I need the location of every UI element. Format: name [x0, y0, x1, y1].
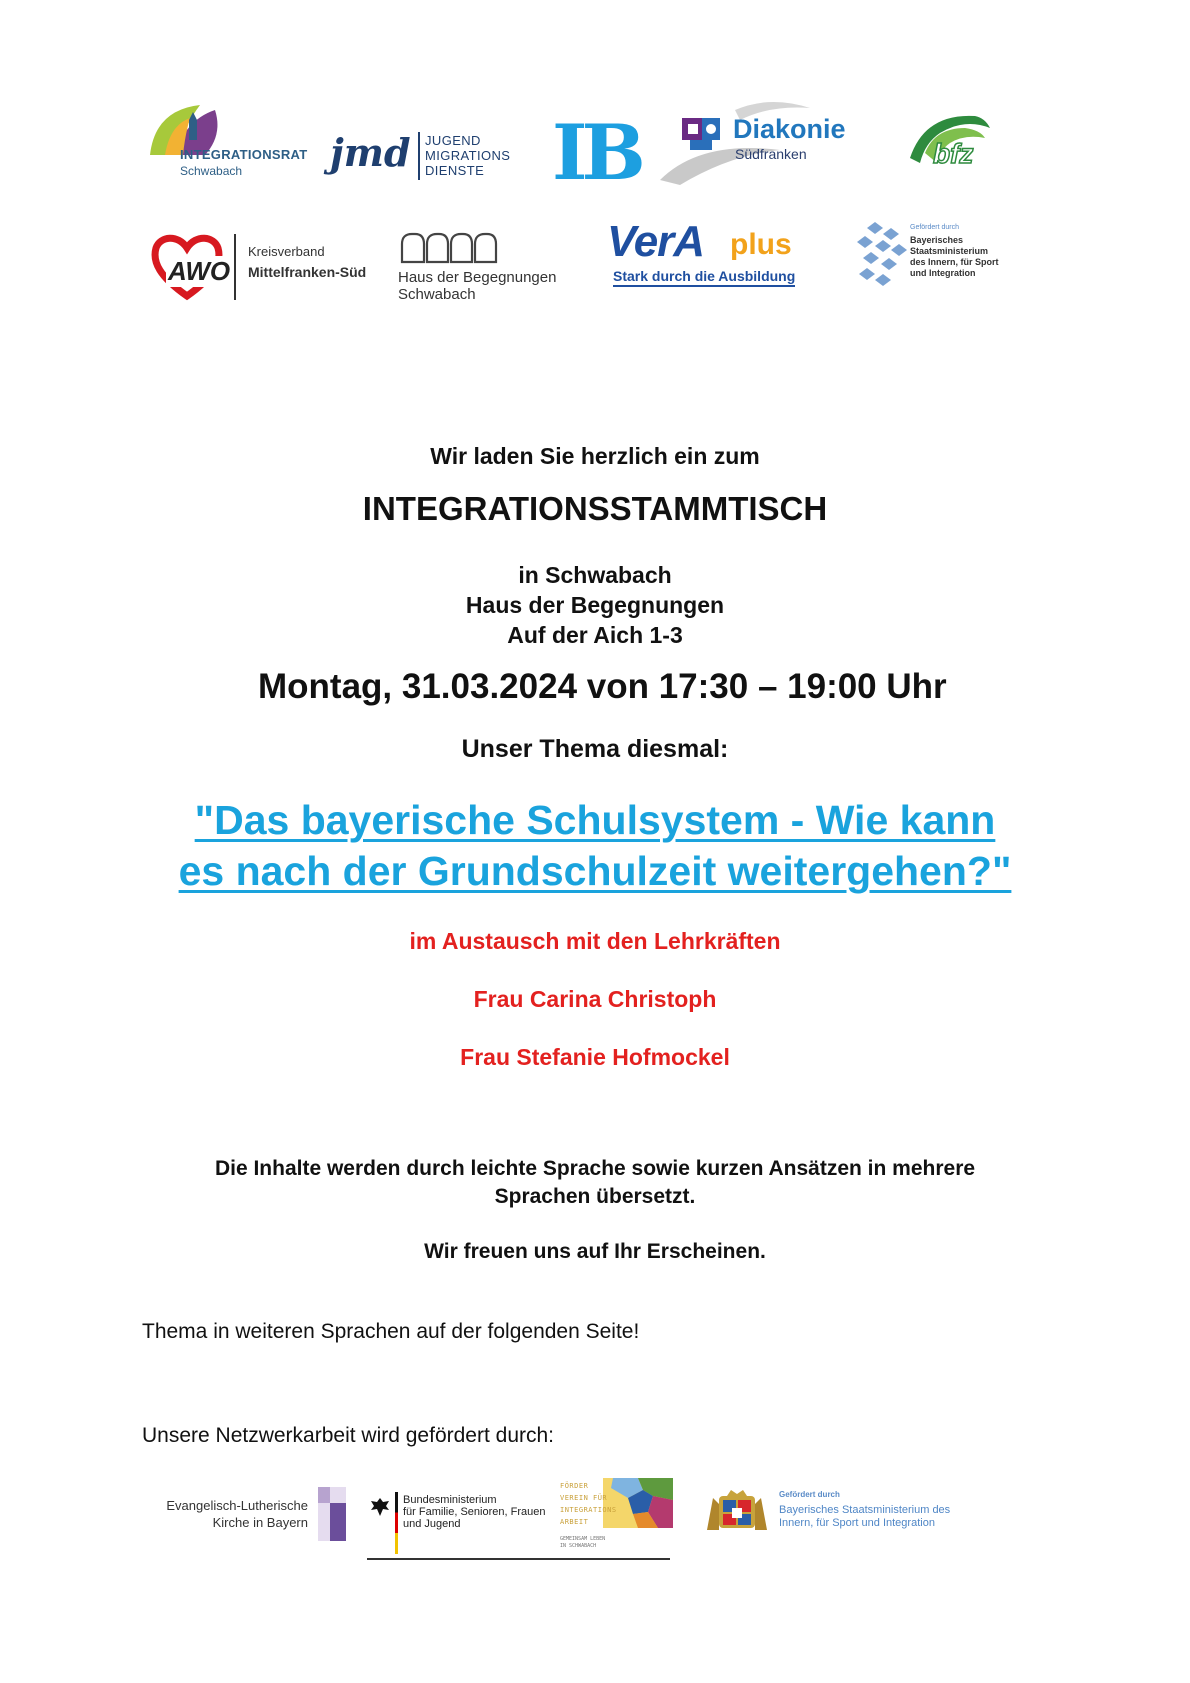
event-datetime: Montag, 31.03.2024 von 17:30 – 19:00 Uhr — [258, 667, 947, 706]
language-info — [0, 1155, 1190, 1211]
logo-bayern-stmi — [705, 1488, 985, 1538]
elk-cross-icon — [318, 1487, 348, 1543]
thanks-text: Wir freuen uns auf Ihr Erscheinen. — [424, 1240, 766, 1263]
fv-line4: ARBEIT — [560, 1518, 589, 1526]
bayern-line2: Innern, für Sport und Integration — [779, 1517, 935, 1529]
stmi-line3: des Innern, für Sport — [910, 257, 999, 267]
elk-line2: Kirche in Bayern — [212, 1515, 308, 1530]
hdb-line2: Schwabach — [398, 286, 476, 303]
fv-line5: GEMEINSAM LEBEN — [560, 1536, 606, 1542]
logo-bmfsfj — [367, 1490, 552, 1560]
hdb-line1: Haus der Begegnungen — [398, 269, 557, 286]
bavarian-coat-of-arms-icon — [705, 1490, 769, 1532]
logo-jmd — [330, 128, 520, 188]
logo-awo — [150, 232, 370, 304]
topic-line-2[interactable]: es nach der Grundschulzeit weitergehen?" — [178, 848, 1012, 894]
logo-ib — [552, 108, 642, 197]
bavarian-lozenge-icon — [855, 220, 911, 290]
vera-name: VerA — [607, 217, 705, 266]
fv-line6: IN SCHWABACH — [560, 1543, 597, 1549]
ib-mark: IB — [552, 108, 640, 197]
logo-integrationsrat — [145, 100, 308, 185]
bmfsfj-line2: für Familie, Senioren, Frauen — [403, 1506, 546, 1518]
stmi-line0: Gefördert durch — [910, 224, 960, 231]
more-languages-note: Thema in weiteren Sprachen auf der folgenden Seite! — [142, 1320, 640, 1343]
logo-haus-der-begegnungen — [398, 230, 578, 305]
bayern-line0: Gefördert durch — [779, 1490, 840, 1499]
logo-elk — [150, 1485, 350, 1545]
stmi-line2: Staatsministerium — [910, 246, 989, 256]
jmd-mark: jmd — [330, 130, 411, 175]
logo-diakonie — [660, 100, 860, 185]
vera-tagline: Stark durch die Ausbildung — [613, 268, 795, 287]
jmd-line1: JUGEND — [425, 133, 481, 148]
topic-title[interactable] — [0, 795, 1190, 897]
location-line-1: in Schwabach — [518, 562, 672, 588]
logo-veraplus — [605, 215, 815, 295]
vera-plus: plus — [730, 228, 792, 261]
invitation-intro: Wir laden Sie herzlich ein zum — [430, 443, 760, 469]
jmd-divider — [418, 132, 420, 180]
elk-line1: Evangelisch-Lutherische — [166, 1498, 308, 1513]
bmfsfj-line1: Bundesministerium — [403, 1494, 497, 1506]
federal-eagle-icon — [369, 1496, 391, 1518]
stmi-line4: und Integration — [910, 268, 976, 278]
topic-line-1[interactable]: "Das bayerische Schulsystem - Wie kann — [194, 797, 996, 843]
fv-line3: INTEGRATIONS — [560, 1506, 617, 1514]
speaker-2: Frau Stefanie Hofmockel — [460, 1044, 730, 1070]
info-line-1: Die Inhalte werden durch leichte Sprache sowie kurzen Ansätzen in mehrere — [214, 1157, 976, 1180]
jmd-line2: MIGRATIONS — [425, 148, 511, 163]
logo-foerderverein — [558, 1478, 673, 1560]
german-flag-bar — [395, 1492, 398, 1554]
diakonie-region: Südfranken — [735, 146, 807, 162]
speaker-1: Frau Carina Christoph — [473, 986, 717, 1012]
fv-line1: FÖRDER — [560, 1482, 589, 1490]
info-line-2: Sprachen übersetzt. — [494, 1185, 696, 1208]
awo-mark: AWO — [168, 256, 231, 286]
awo-line2: Mittelfranken-Süd — [248, 264, 367, 280]
arches-icon — [400, 232, 500, 264]
awo-divider — [234, 234, 236, 300]
exchange-text: im Austausch mit den Lehrkräften — [409, 928, 781, 954]
bmfsfj-line3: und Jugend — [403, 1518, 461, 1530]
topic-intro: Unser Thema diesmal: — [461, 735, 729, 763]
fv-line2: VEREIN FÜR — [560, 1494, 608, 1502]
integrationsrat-line2: Schwabach — [180, 164, 243, 178]
bayern-line1: Bayerisches Staatsministerium des — [779, 1504, 951, 1516]
integrationsrat-line1: INTEGRATIONSRAT — [180, 147, 308, 162]
awo-line1: Kreisverband — [248, 244, 325, 259]
location-line-3: Auf der Aich 1-3 — [507, 622, 683, 648]
event-location — [0, 560, 1190, 650]
event-title: INTEGRATIONSSTAMMTISCH — [362, 490, 828, 527]
bfz-mark: bfz — [933, 138, 974, 169]
stmi-line1: Bayerisches — [910, 235, 964, 245]
logo-bfz — [905, 108, 995, 173]
diakonie-name: Diakonie — [733, 114, 846, 144]
funding-intro: Unsere Netzwerkarbeit wird gefördert durch: — [142, 1424, 555, 1447]
jmd-line3: DIENSTE — [425, 163, 485, 178]
logo-stmi — [855, 220, 1015, 295]
location-line-2: Haus der Begegnungen — [465, 592, 725, 618]
